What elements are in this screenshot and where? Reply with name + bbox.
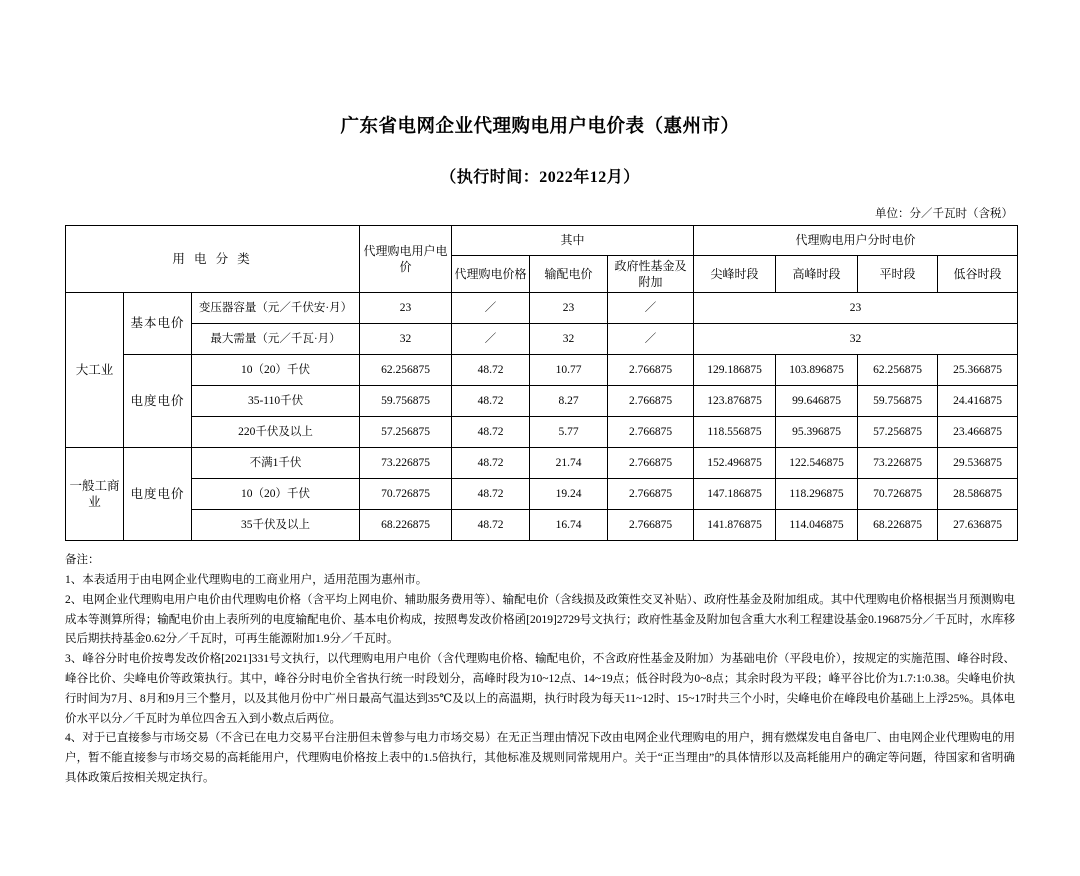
cell-transmission-price: 16.74 <box>530 510 608 541</box>
cell-flat: 62.256875 <box>858 355 938 386</box>
cell-valley: 24.416875 <box>938 386 1018 417</box>
header-agent-purchase-price: 代理购电价格 <box>452 256 530 293</box>
cell-high-peak: 122.546875 <box>776 448 858 479</box>
header-category: 用 电 分 类 <box>66 226 360 293</box>
cell-agent-price: 68.226875 <box>360 510 452 541</box>
table-row <box>66 417 1018 448</box>
document-page <box>0 112 1080 876</box>
cell-valley: 23.466875 <box>938 417 1018 448</box>
page-title: 广东省电网企业代理购电用户电价表（惠州市） <box>340 117 740 137</box>
header-flat: 平时段 <box>858 256 938 293</box>
table-row <box>66 386 1018 417</box>
row-item: 变压器容量（元／千伏安·月） <box>192 293 360 324</box>
cell-agent-price: 57.256875 <box>360 417 452 448</box>
cell-sharp-peak: 118.556875 <box>694 417 776 448</box>
cell-tou-merged: 23 <box>694 293 1018 324</box>
cell-gov-fund: 2.766875 <box>608 479 694 510</box>
cell-transmission-price: 23 <box>530 293 608 324</box>
table-row <box>66 355 1018 386</box>
cell-sharp-peak: 141.876875 <box>694 510 776 541</box>
cell-flat: 70.726875 <box>858 479 938 510</box>
cell-high-peak: 118.296875 <box>776 479 858 510</box>
sub-label-basic-price: 基本电价 <box>124 293 192 355</box>
cell-sharp-peak: 123.876875 <box>694 386 776 417</box>
header-sharp-peak: 尖峰时段 <box>694 256 776 293</box>
cell-agent-purchase-price: 48.72 <box>452 386 530 417</box>
cell-gov-fund: 2.766875 <box>608 386 694 417</box>
cell-gov-fund: ／ <box>608 324 694 355</box>
cell-agent-purchase-price: 48.72 <box>452 417 530 448</box>
cell-flat: 68.226875 <box>858 510 938 541</box>
header-high-peak: 高峰时段 <box>776 256 858 293</box>
cell-valley: 28.586875 <box>938 479 1018 510</box>
notes-heading: 备注： <box>65 554 100 567</box>
cell-agent-purchase-price: 48.72 <box>452 448 530 479</box>
cell-high-peak: 99.646875 <box>776 386 858 417</box>
cell-agent-purchase-price: ／ <box>452 293 530 324</box>
row-item: 220千伏及以上 <box>192 417 360 448</box>
table-row <box>66 510 1018 541</box>
cell-agent-purchase-price: ／ <box>452 324 530 355</box>
header-gov-fund: 政府性基金及附加 <box>608 256 694 293</box>
table-row <box>66 479 1018 510</box>
row-item: 35千伏及以上 <box>192 510 360 541</box>
cell-valley: 29.536875 <box>938 448 1018 479</box>
cell-sharp-peak: 129.186875 <box>694 355 776 386</box>
cell-gov-fund: 2.766875 <box>608 355 694 386</box>
cell-tou-merged: 32 <box>694 324 1018 355</box>
cell-agent-purchase-price: 48.72 <box>452 510 530 541</box>
cell-agent-purchase-price: 48.72 <box>452 355 530 386</box>
cell-gov-fund: 2.766875 <box>608 417 694 448</box>
row-item: 10（20）千伏 <box>192 355 360 386</box>
cell-high-peak: 95.396875 <box>776 417 858 448</box>
table-row <box>66 324 1018 355</box>
group-label-big-industry: 大工业 <box>66 293 124 448</box>
cell-gov-fund: 2.766875 <box>608 510 694 541</box>
cell-flat: 59.756875 <box>858 386 938 417</box>
cell-transmission-price: 5.77 <box>530 417 608 448</box>
header-valley: 低谷时段 <box>938 256 1018 293</box>
unit-note: 单位：分／千瓦时（含税） <box>875 208 1013 220</box>
sub-label-energy-price: 电度电价 <box>124 355 192 448</box>
table-row <box>66 448 1018 479</box>
cell-transmission-price: 21.74 <box>530 448 608 479</box>
cell-agent-price: 73.226875 <box>360 448 452 479</box>
cell-valley: 25.366875 <box>938 355 1018 386</box>
header-among-which: 其中 <box>452 226 694 256</box>
cell-transmission-price: 10.77 <box>530 355 608 386</box>
note-item-4: 4、对于已直接参与市场交易（不含已在电力交易平台注册但未曾参与电力市场交易）在无正当理由情况下改由电网企业代理购电的用户，拥有燃煤发电自备电厂、由电网企业代理购电的用户，暂不能直接参与市场交易的高耗能用户，代理购电价格按上表中的1.5倍执行，其他标准及规则同常规用户。关于“正当理由”的具体情形以及高耗能用户的确定等问题，待国家和省明确具体政策后按相关规定执行。 <box>65 732 1015 784</box>
row-item: 最大需量（元／千瓦·月） <box>192 324 360 355</box>
cell-agent-price: 32 <box>360 324 452 355</box>
cell-agent-price: 59.756875 <box>360 386 452 417</box>
cell-sharp-peak: 152.496875 <box>694 448 776 479</box>
group-label-general-commerce: 一般工商业 <box>66 448 124 541</box>
cell-transmission-price: 19.24 <box>530 479 608 510</box>
table-row <box>66 293 1018 324</box>
cell-agent-price: 23 <box>360 293 452 324</box>
cell-flat: 57.256875 <box>858 417 938 448</box>
page-subtitle: （执行时间：2022年12月） <box>440 169 640 186</box>
electricity-price-table <box>65 225 1018 541</box>
cell-flat: 73.226875 <box>858 448 938 479</box>
header-agent-price: 代理购电用户电价 <box>360 226 452 293</box>
sub-label-energy-price: 电度电价 <box>124 448 192 541</box>
note-item-3: 3、峰谷分时电价按粤发改价格[2021]331号文执行，以代理购电用户电价（含代理购电价格、输配电价，不含政府性基金及附加）为基础电价（平段电价），按规定的实施范围、峰谷时段、峰谷比价、尖峰电价等政策执行。其中，峰谷分时电价全省执行统一时段划分，高峰时段为10~12点、14~19点；低谷时段为0~8点；其余时段为平段；峰平谷比价为1.7:1:0.38。尖峰电价执行时间为7月、8月和9月三个整月，以及其他月份中广州日最高气温达到35℃及以上的高温期，执行时段为每天11~12时、15~17时共三个小时，尖峰电价在峰段电价基础上上浮25%。具体电价水平以分／千瓦时为单位四舍五入到小数点后两位。 <box>65 653 1015 725</box>
notes-section <box>65 551 1015 788</box>
cell-gov-fund: ／ <box>608 293 694 324</box>
cell-agent-purchase-price: 48.72 <box>452 479 530 510</box>
row-item: 不满1千伏 <box>192 448 360 479</box>
cell-high-peak: 114.046875 <box>776 510 858 541</box>
header-transmission-price: 输配电价 <box>530 256 608 293</box>
cell-transmission-price: 8.27 <box>530 386 608 417</box>
note-item-1: 1、本表适用于由电网企业代理购电的工商业用户，适用范围为惠州市。 <box>65 574 428 587</box>
header-time-of-use: 代理购电用户分时电价 <box>694 226 1018 256</box>
cell-gov-fund: 2.766875 <box>608 448 694 479</box>
cell-agent-price: 62.256875 <box>360 355 452 386</box>
cell-transmission-price: 32 <box>530 324 608 355</box>
cell-high-peak: 103.896875 <box>776 355 858 386</box>
note-item-2: 2、电网企业代理购电用户电价由代理购电价格（含平均上网电价、辅助服务费用等）、输配电价（含线损及政策性交叉补贴）、政府性基金及附加组成。其中代理购电价格根据当月预测购电成本等测算所得；输配电价由上表所列的电度输配电价、基本电价构成，按照粤发改价格函[2019]2729号文执行；政府性基金及附加包含重大水利工程建设基金0.196875分／千瓦时，水库移民后期扶持基金0.62分／千瓦时，可再生能源附加1.9分／千瓦时。 <box>65 593 1015 646</box>
cell-sharp-peak: 147.186875 <box>694 479 776 510</box>
cell-agent-price: 70.726875 <box>360 479 452 510</box>
row-item: 10（20）千伏 <box>192 479 360 510</box>
cell-valley: 27.636875 <box>938 510 1018 541</box>
row-item: 35-110千伏 <box>192 386 360 417</box>
